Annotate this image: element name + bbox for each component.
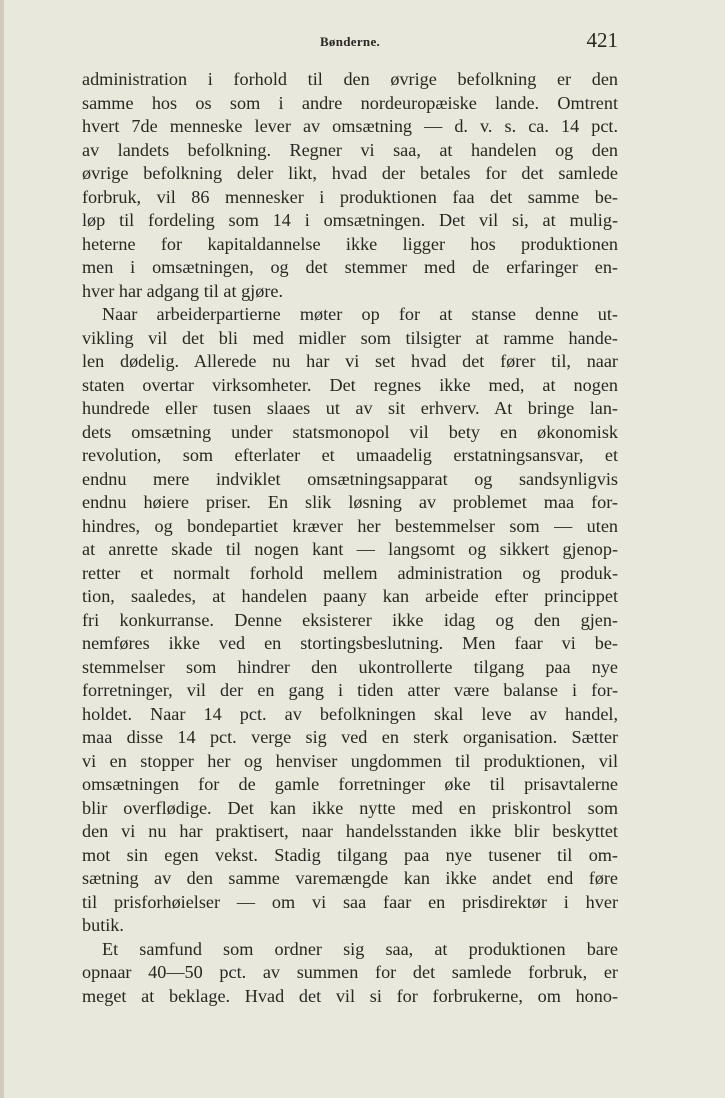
text-line: sætning av den samme varemængde kan ikke andet end føre [82,868,618,888]
text-line: opnaar 40—50 pct. av summen for det samlede forbruk, er [82,962,618,982]
text-line: hundrede eller tusen slaaes ut av sit erhverv. At bringe lan- [82,398,618,418]
text-line: at anrette skade til nogen kant — langsomt og sikkert gjenop- [82,539,618,559]
text-line: maa disse 14 pct. verge sig ved en sterk organisation. Sætter [82,727,618,747]
text-line: holdet. Naar 14 pct. av befolkningen skal leve av handel, [82,703,618,724]
text-line: dets omsætning under statsmonopol vil bety en økonomisk [82,421,618,442]
text-line: administration i forhold til den øvrige befolkning er den [82,69,618,89]
text-line: forbruk, vil 86 mennesker i produktionen faa det samme be- [82,186,618,207]
text-line: av landets befolkning. Regner vi saa, at handelen og den [82,139,618,160]
text-line: mot sin egen vekst. Stadig tilgang paa nye tusener til om- [82,844,618,865]
text-line: samme hos os som i andre nordeuropæiske lande. Omtrent [82,92,618,113]
page-number: 421 [586,28,618,52]
text-line: hvert 7de menneske lever av omsætning — d. v. s. ca. 14 pct. [82,116,618,136]
text-line: retter et normalt forhold mellem administration og produk- [82,562,618,583]
body-text [82,68,618,1008]
text-line: Et samfund som ordner sig saa, at produktionen bare [102,938,618,959]
text-line: revolution, som efterlater et umaadelig erstatningsansvar, et [82,445,618,465]
text-line: forretninger, vil der en gang i tiden atter være balanse i for- [82,680,618,700]
text-line: løp til fordeling som 14 i omsætningen. Det vil si, at mulig- [82,210,618,230]
running-title: Bønderne. [319,34,381,49]
text-line: endnu høiere priser. En slik løsning av problemet maa for- [82,492,618,512]
text-line: tion, saaledes, at handelen paany kan arbeide efter princippet [82,586,618,606]
text-line: hindres, og bondepartiet kræver her bestemmelser som — uten [82,515,618,536]
text-line: len dødelig. Allerede nu har vi set hvad det fører til, naar [82,351,618,371]
text-line: staten overtar virksomheter. Det regnes ikke med, at nogen [82,374,618,395]
text-line: vikling vil det bli med midler som tilsigter at ramme hande- [82,327,618,348]
text-line: den vi nu har praktisert, naar handelsstanden ikke blir beskyttet [82,821,618,841]
text-line: Naar arbeiderpartierne møter op for at stanse denne ut- [102,304,618,324]
text-line: heterne for kapitaldannelse ikke ligger hos produktionen [82,233,618,254]
text-line: hver har adgang til at gjøre. [82,280,283,301]
text-line: butik. [82,915,124,935]
text-line: stemmelser som hindrer den ukontrollerte tilgang paa nye [82,656,618,677]
page-header [82,28,618,56]
text-line: blir overflødige. Det kan ikke nytte med en priskontrol som [82,797,618,818]
text-line: fri konkurranse. Denne eksisterer ikke idag og den gjen- [82,609,618,630]
text-line: men i omsætningen, og det stemmer med de erfaringer en- [82,257,618,277]
text-line: nemføres ikke ved en stortingsbeslutning. Men faar vi be- [82,633,618,653]
text-line: omsætningen for de gamle forretninger øke til prisavtalerne [82,774,618,794]
text-line: meget at beklage. Hvad det vil si for forbrukerne, om hono- [82,985,618,1006]
text-line: til prisforhøielser — om vi saa faar en prisdirektør i hver [82,891,618,912]
page-edge [0,0,4,1098]
text-line: vi en stopper her og henviser ungdommen til produktionen, vil [82,750,618,771]
text-line: øvrige befolkning deler likt, hvad der betales for det samlede [82,163,618,183]
text-line: endnu mere indviklet omsætningsapparat og sandsynligvis [82,468,618,489]
